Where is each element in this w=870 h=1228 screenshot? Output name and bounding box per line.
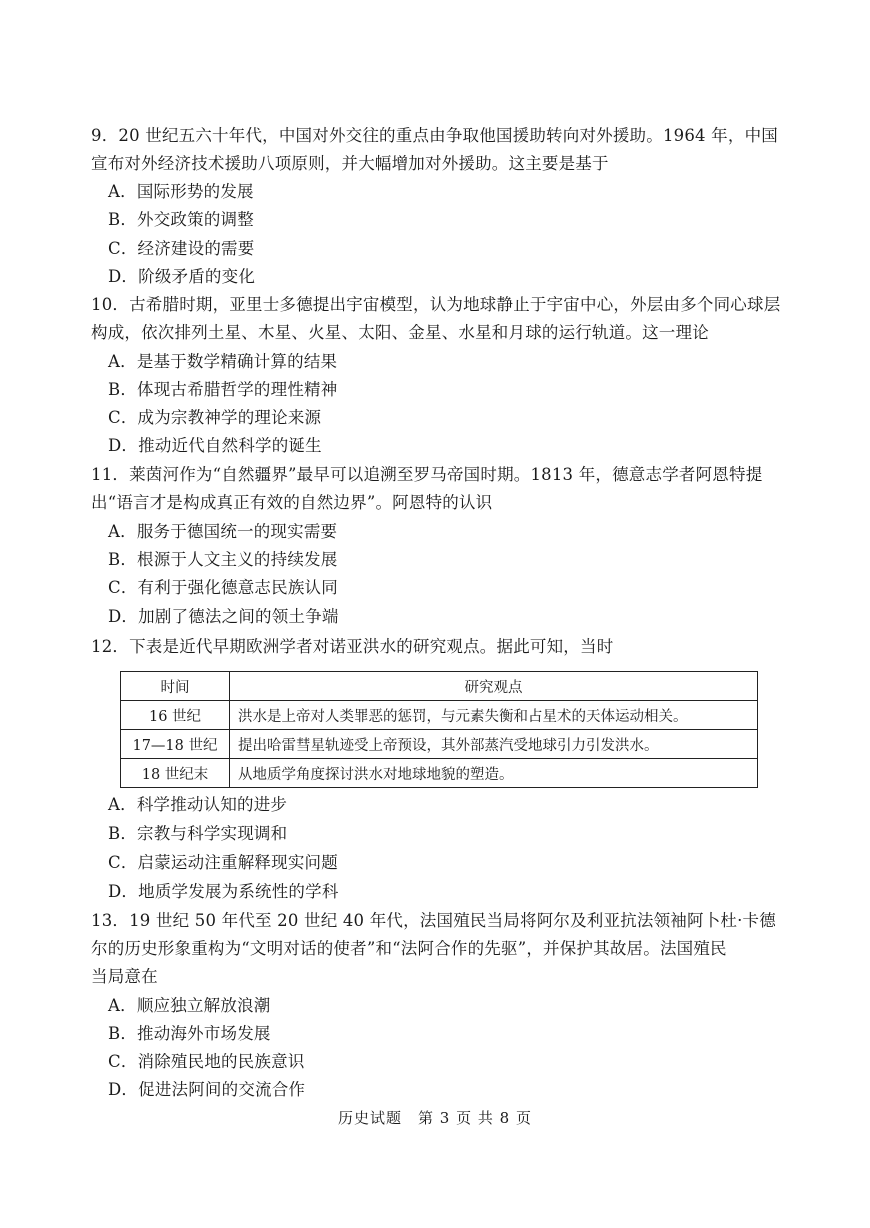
table-row bbox=[121, 701, 758, 730]
question-12-option-d: D．地质学发展为系统性的学科 bbox=[108, 882, 339, 901]
question-9-stem-line-2: 宣布对外经济技术援助八项原则，并大幅增加对外援助。这主要是基于 bbox=[91, 154, 609, 173]
question-11-stem-line-1: 11．莱茵河作为“自然疆界”最早可以追溯至罗马帝国时期。1813 年，德意志学者阿恩特提 bbox=[91, 465, 763, 484]
question-10-option-a: A．是基于数学精确计算的结果 bbox=[108, 352, 338, 371]
question-13-stem-line-2: 尔的历史形象重构为“文明对话的使者”和“法阿合作的先驱”，并保护其故居。法国殖民 bbox=[91, 939, 727, 958]
question-11-option-d: D．加剧了德法之间的领土争端 bbox=[108, 607, 339, 626]
table-cell-view: 提出哈雷彗星轨迹受上帝预设，其外部蒸汽受地球引力引发洪水。 bbox=[230, 730, 758, 759]
table-row bbox=[121, 730, 758, 759]
question-9-option-c: C．经济建设的需要 bbox=[108, 239, 255, 258]
table-cell-time: 16 世纪 bbox=[121, 701, 230, 730]
question-13-option-a: A．顺应独立解放浪潮 bbox=[108, 996, 271, 1015]
question-10-stem-line-2: 构成，依次排列土星、木星、火星、太阳、金星、水星和月球的运行轨道。这一理论 bbox=[91, 323, 709, 342]
table-cell-time: 17—18 世纪 bbox=[121, 730, 230, 759]
question-12-option-b: B．宗教与科学实现调和 bbox=[108, 824, 288, 843]
question-9-option-a: A．国际形势的发展 bbox=[108, 182, 254, 201]
question-13-option-c: C．消除殖民地的民族意识 bbox=[108, 1052, 305, 1071]
question-13-option-b: B．推动海外市场发展 bbox=[108, 1024, 271, 1043]
table-header-row bbox=[121, 672, 758, 701]
page-footer: 历史试题 第 3 页 共 8 页 bbox=[338, 1109, 532, 1127]
question-11-option-b: B．根源于人文主义的持续发展 bbox=[108, 550, 338, 569]
question-12-option-a: A．科学推动认知的进步 bbox=[108, 795, 288, 814]
question-9-option-d: D．阶级矛盾的变化 bbox=[108, 267, 256, 286]
table-header-time: 时间 bbox=[121, 672, 230, 701]
table-row bbox=[121, 759, 758, 788]
question-11-stem-line-2: 出“语言才是构成真正有效的自然边界”。阿恩特的认识 bbox=[91, 493, 493, 512]
question-10-option-b: B．体现古希腊哲学的理性精神 bbox=[108, 380, 338, 399]
question-11-option-a: A．服务于德国统一的现实需要 bbox=[108, 522, 338, 541]
table-cell-view: 洪水是上帝对人类罪恶的惩罚，与元素失衡和占星术的天体运动相关。 bbox=[230, 701, 758, 730]
question-12-option-c: C．启蒙运动注重解释现实问题 bbox=[108, 853, 338, 872]
table-cell-time: 18 世纪末 bbox=[121, 759, 230, 788]
table-cell-view: 从地质学角度探讨洪水对地球地貌的塑造。 bbox=[230, 759, 758, 788]
question-9-stem-line-1: 9．20 世纪五六十年代，中国对外交往的重点由争取他国援助转向对外援助。1964 年，中国 bbox=[91, 126, 778, 145]
research-views-table bbox=[120, 671, 758, 788]
question-13-stem-line-3: 当局意在 bbox=[91, 967, 158, 986]
question-10-option-c: C．成为宗教神学的理论来源 bbox=[108, 408, 322, 427]
question-10-stem-line-1: 10．古希腊时期，亚里士多德提出宇宙模型，认为地球静止于宇宙中心，外层由多个同心球层 bbox=[91, 295, 781, 314]
table-header-view: 研究观点 bbox=[230, 672, 758, 701]
question-9-option-b: B．外交政策的调整 bbox=[108, 210, 254, 229]
question-11-option-c: C．有利于强化德意志民族认同 bbox=[108, 578, 338, 597]
question-12-stem-line-1: 12．下表是近代早期欧洲学者对诺亚洪水的研究观点。据此可知，当时 bbox=[91, 637, 614, 656]
question-10-option-d: D．推动近代自然科学的诞生 bbox=[108, 436, 322, 455]
question-13-stem-line-1: 13．19 世纪 50 年代至 20 世纪 40 年代，法国殖民当局将阿尔及利亚抗法领袖阿卜杜·卡德 bbox=[91, 911, 776, 930]
question-13-option-d: D．促进法阿间的交流合作 bbox=[108, 1080, 306, 1099]
